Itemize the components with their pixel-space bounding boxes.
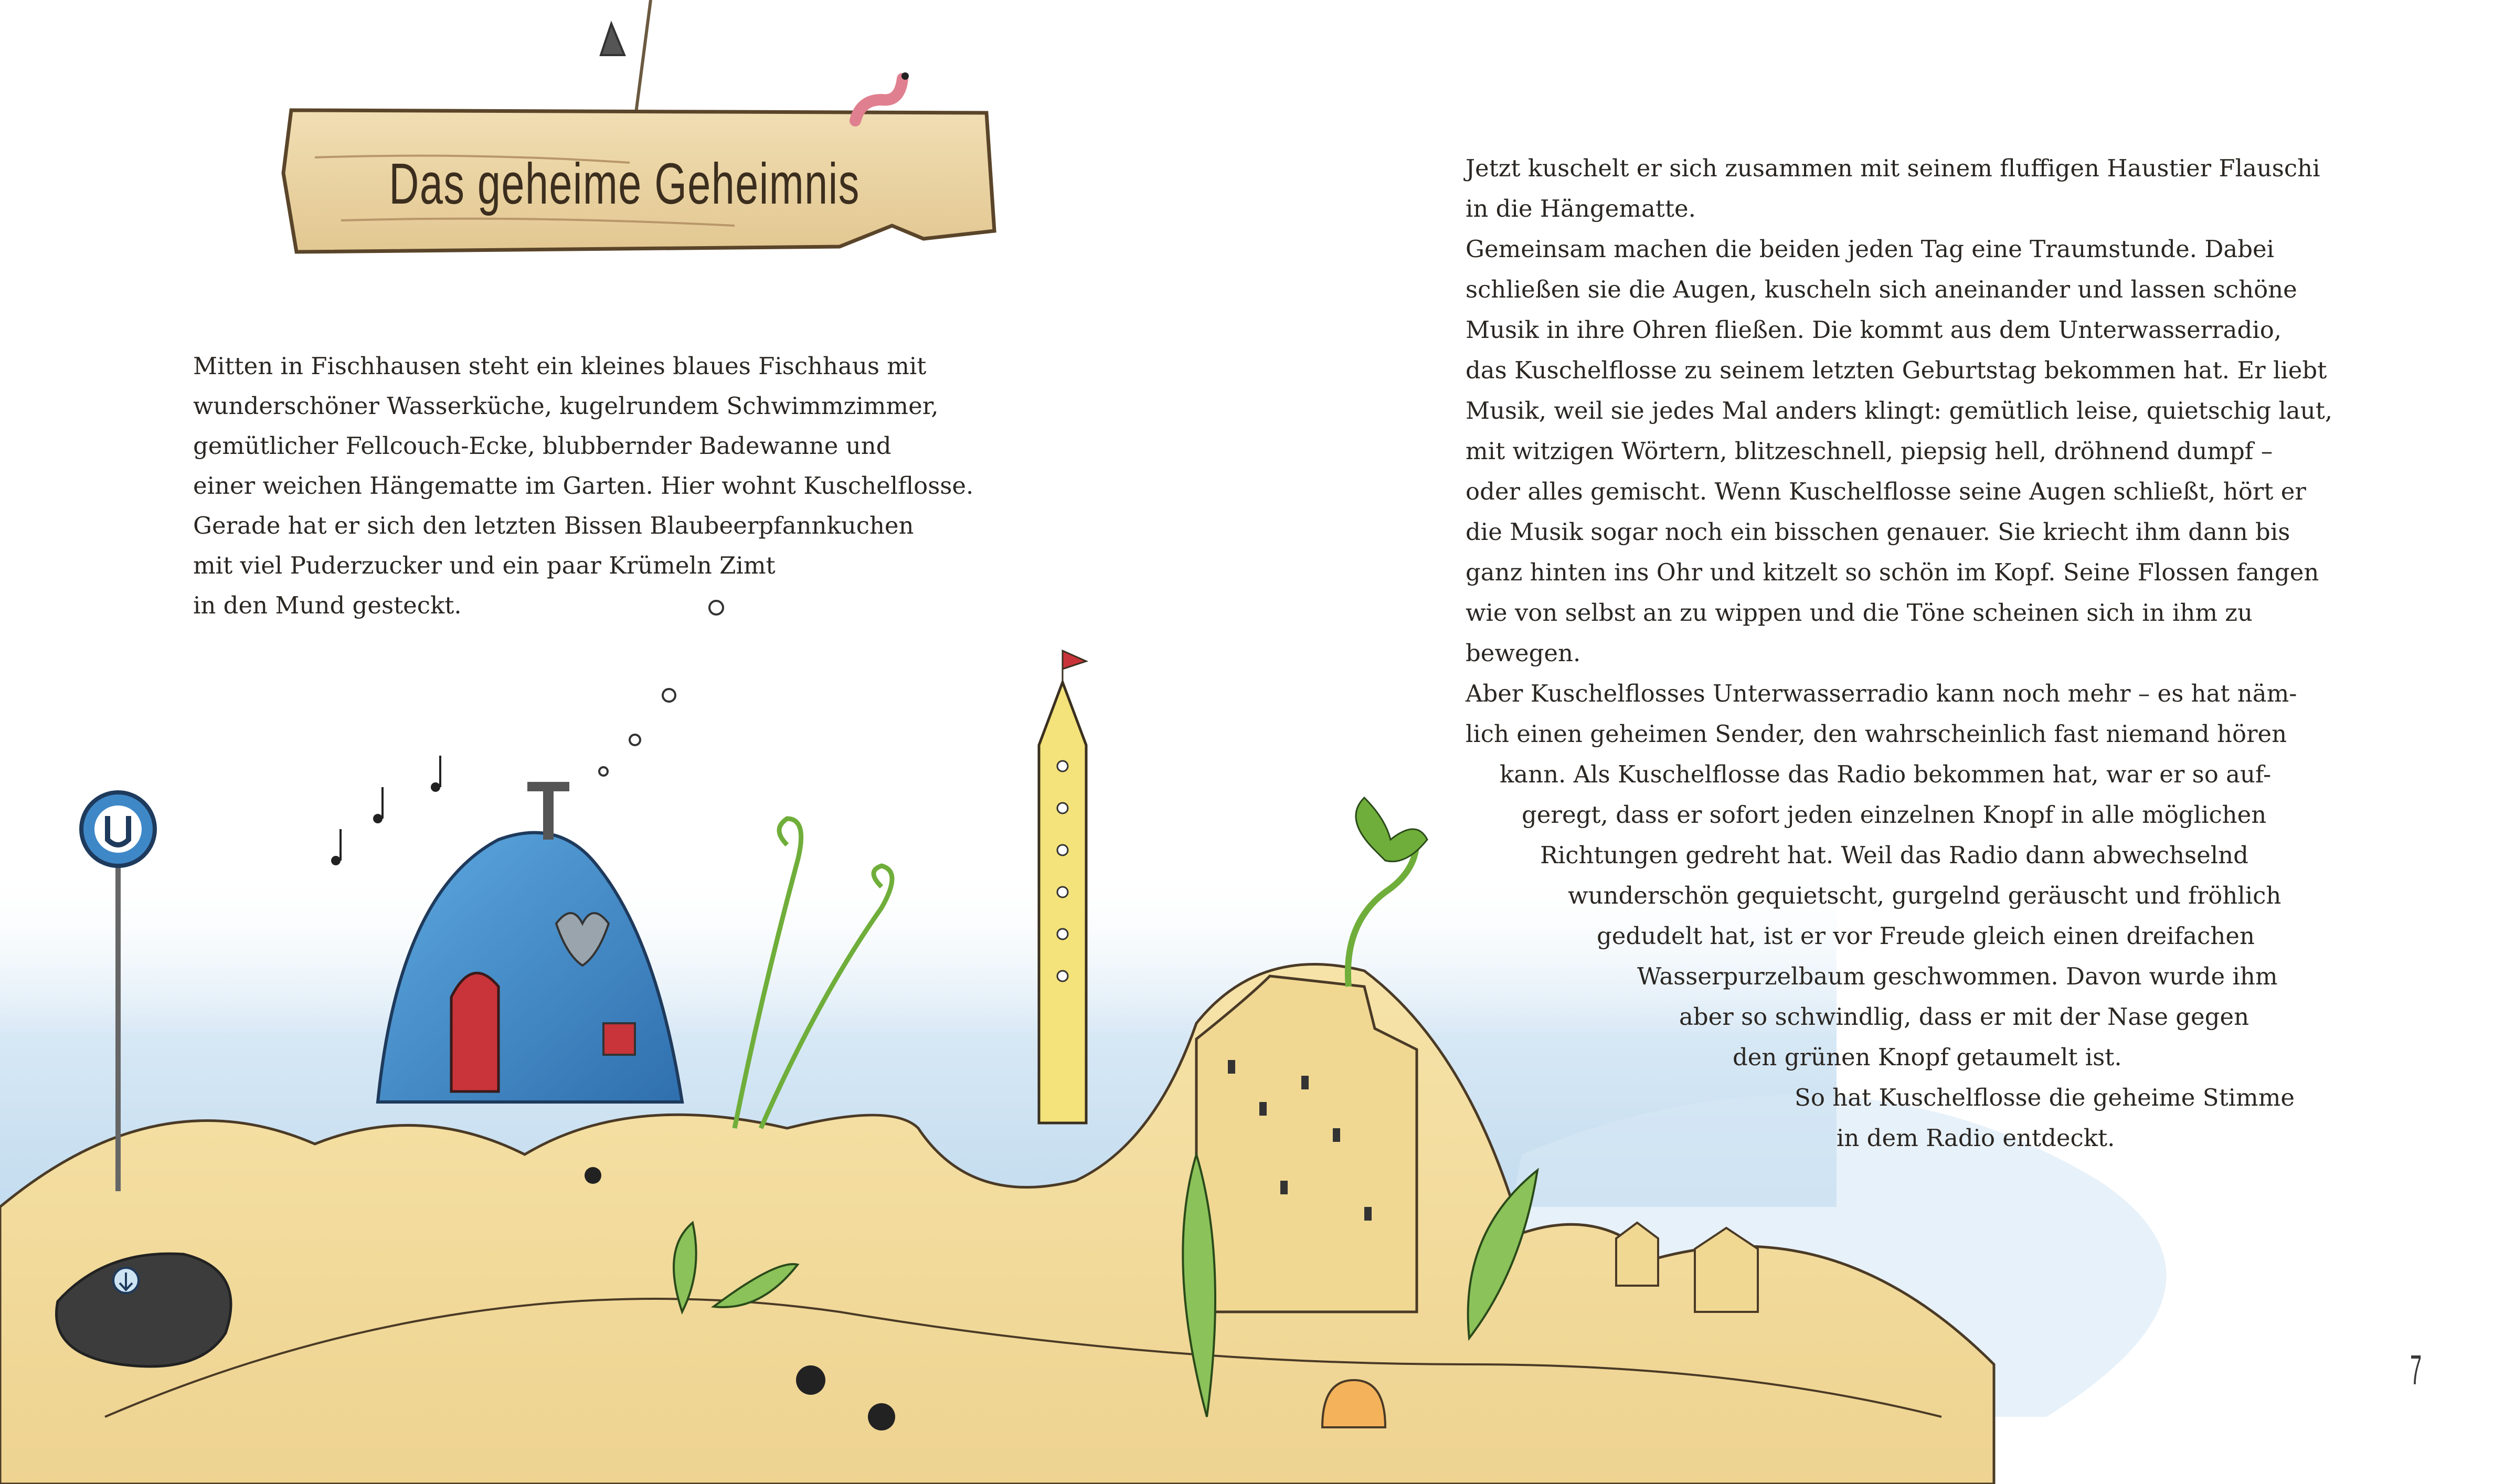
right-text-line: Musik, weil sie jedes Mal anders klingt: gemütlich leise, quietschig laut, <box>1466 397 2333 425</box>
right-text-line: bewegen. <box>1466 639 1581 667</box>
right-text-line: Musik in ihre Ohren fließen. Die kommt aus dem Unterwasserradio, <box>1466 316 2282 344</box>
right-text-line: in dem Radio entdeckt. <box>1837 1124 2115 1152</box>
right-text-line: Richtungen gedreht hat. Weil das Radio dann abwechselnd <box>1540 841 2248 869</box>
right-text-line: Aber Kuschelflosses Unterwasserradio kann noch mehr – es hat näm- <box>1466 680 2297 707</box>
left-text-line: einer weichen Hängematte im Garten. Hier wohnt Kuschelflosse. <box>193 472 974 500</box>
right-text-line: lich einen geheimen Sender, den wahrscheinlich fast niemand hören <box>1466 720 2287 748</box>
chapter-title: Das geheime Geheimnis <box>389 151 860 216</box>
right-text-line: Jetzt kuschelt er sich zusammen mit seinem fluffigen Haustier Flauschi <box>1466 154 2320 182</box>
blue-fish-house <box>378 782 682 1102</box>
left-text-line: gemütlicher Fellcouch-Ecke, blubbernder Badewanne und <box>193 432 892 460</box>
left-text-line: in den Mund gesteckt. <box>193 591 462 619</box>
right-text-line: So hat Kuschelflosse die geheime Stimme <box>1795 1084 2295 1111</box>
right-text-line: schließen sie die Augen, kuscheln sich aneinander und lassen schöne <box>1466 275 2297 303</box>
right-text-line: gedudelt hat, ist er vor Freude gleich einen dreifachen <box>1597 922 2255 950</box>
music-notes <box>331 756 441 865</box>
right-text-line: Gemeinsam machen die beiden jeden Tag eine Traumstunde. Dabei <box>1466 235 2275 263</box>
right-text-line: geregt, dass er sofort jeden einzelnen Knopf in alle möglichen <box>1522 801 2267 829</box>
right-text-line: kann. Als Kuschelflosse das Radio bekommen hat, war er so auf- <box>1500 760 2272 788</box>
right-text-line: das Kuschelflosse zu seinem letzten Geburtstag bekommen hat. Er liebt <box>1466 356 2327 384</box>
right-text-line: mit witzigen Wörtern, blitzeschnell, piepsig hell, dröhnend dumpf – <box>1466 437 2273 465</box>
right-text-line: Wasserpurzelbaum geschwommen. Davon wurde ihm <box>1637 962 2278 990</box>
right-text-line: ganz hinten ins Ohr und kitzelt so schön im Kopf. Seine Flossen fangen <box>1466 558 2319 586</box>
left-paragraph <box>193 346 973 626</box>
right-text-line: wie von selbst an zu wippen und die Töne scheinen sich in ihm zu <box>1466 599 2253 627</box>
right-text-line: aber so schwindlig, dass er mit der Nase gegen <box>1679 1003 2249 1031</box>
right-text-line: die Musik sogar noch ein bisschen genauer. Sie kriecht ihm dann bis <box>1466 518 2290 546</box>
left-text-line: mit viel Puderzucker und ein paar Krümeln Zimt <box>193 552 776 579</box>
page-number: 7 <box>2410 1347 2422 1393</box>
bubbles <box>599 601 723 776</box>
yellow-tower <box>1039 651 1086 1123</box>
left-text-line: wunderschöner Wasserküche, kugelrundem Schwimmzimmer, <box>193 392 939 420</box>
right-text-line: wunderschön gequietscht, gurgelnd geräuscht und fröhlich <box>1568 882 2281 909</box>
left-text-line: Gerade hat er sich den letzten Bissen Blaubeerpfannkuchen <box>193 512 914 539</box>
right-text-line: in die Hängematte. <box>1466 195 1696 222</box>
right-text-line: den grünen Knopf getaumelt ist. <box>1733 1043 2122 1071</box>
left-text-line: Mitten in Fischhausen steht ein kleines blaues Fischhaus mit <box>193 352 927 380</box>
right-text-line: oder alles gemischt. Wenn Kuschelflosse seine Augen schließt, hört er <box>1466 478 2306 505</box>
